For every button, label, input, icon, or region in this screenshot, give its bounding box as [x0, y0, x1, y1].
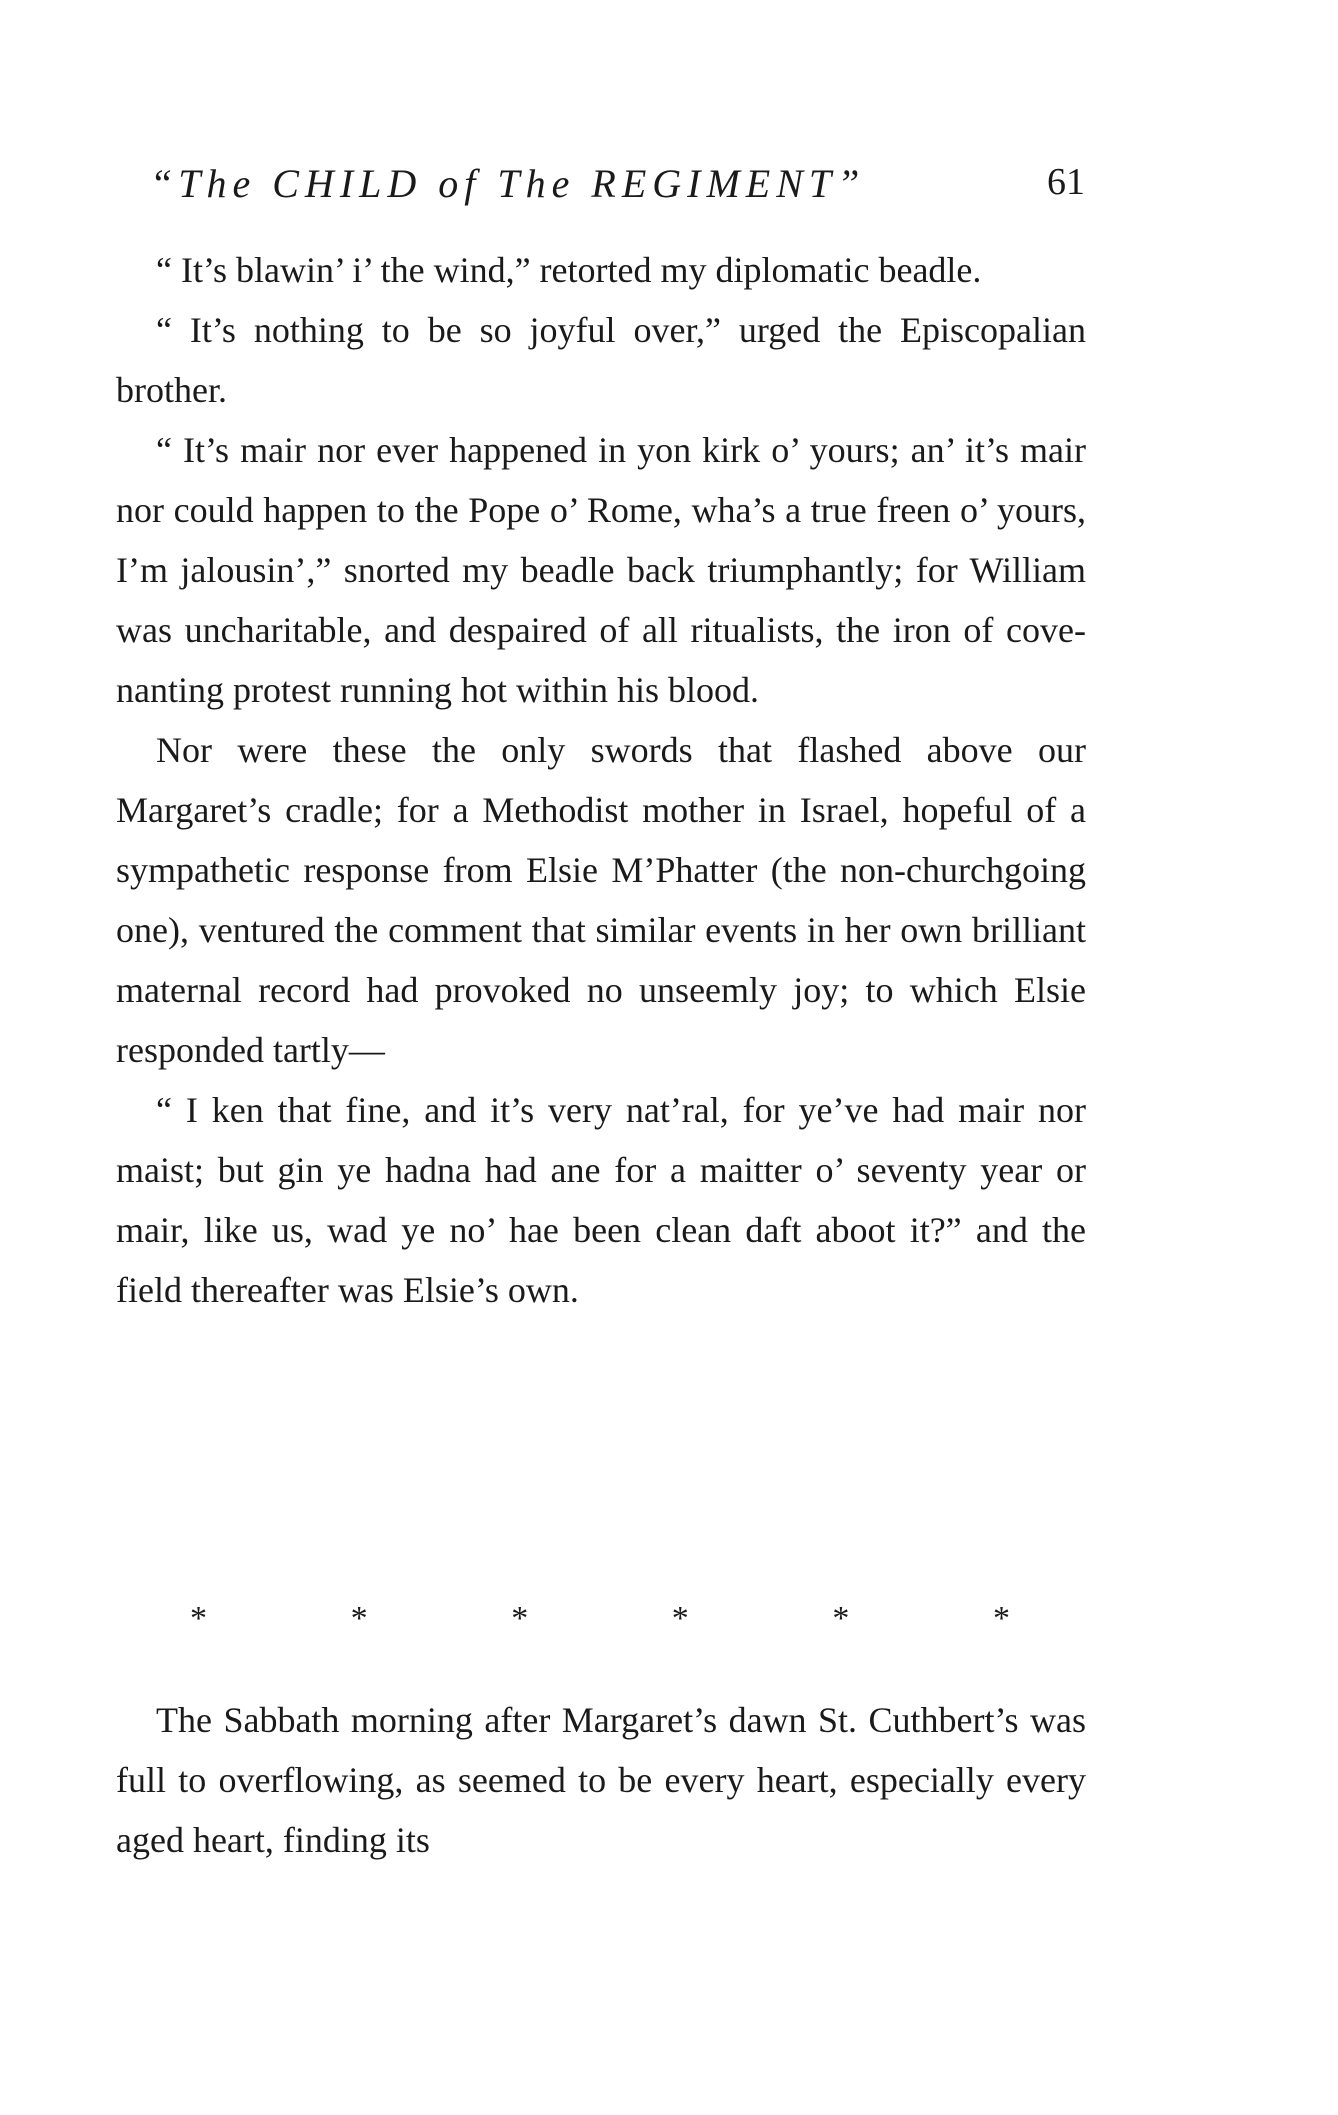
paragraph: “ It’s nothing to be so joyful over,” urged the Episcopalian brother.	[116, 310, 1086, 410]
paragraph: “ It’s blawin’ i’ the wind,” retorted my diplomatic beadle.	[156, 250, 982, 290]
paragraph: “ It’s mair nor ever happened in yon kirk o’ yours; an’ it’s mair nor could happen to the Pope o’ Rome, wha’s a true freen o’ yours, I’m jalousin’,” snorted my beadle back triumphantly; for William was uncharitable, and despaired of all ritualists, the iron of covenanting protest running hot within his blood.	[116, 430, 1086, 710]
body-text	[116, 240, 1086, 1320]
section-break	[190, 1600, 1010, 1660]
asterisk: *	[671, 1600, 689, 1637]
body-text-continued	[116, 1690, 1086, 1870]
asterisk: *	[832, 1600, 850, 1637]
asterisk: *	[190, 1600, 207, 1637]
paragraph: “ I ken that fine, and it’s very nat’ral, for ye’ve had mair nor maist; but gin ye hadna had ane for a maitter o’ seventy year or mair, like us, wad ye no’ hae been clean daft aboot it?” and the field thereafter was Elsie’s own.	[116, 1090, 1086, 1310]
paragraph: Nor were these the only swords that flashed above our Margaret’s cradle; for a Methodist mother in Israel, hopeful of a sympathetic response from Elsie M’Phatter (the non-churchgoing one), ventured the comment that similar events in her own brilliant maternal record had provoked no unseemly joy; to which Elsie responded tartly—	[116, 730, 1086, 1070]
asterisk: *	[350, 1600, 368, 1637]
asterisk: *	[511, 1600, 529, 1637]
running-head	[150, 160, 1085, 220]
page-number: 61	[1047, 161, 1085, 203]
asterisk: *	[992, 1600, 1010, 1637]
paragraph: The Sabbath morning after Margaret’s dawn St. Cuthbert’s was full to overflowing, as seemed to be every heart, especially every aged heart, finding its	[116, 1700, 1086, 1860]
running-title: “The CHILD of The REGIMENT”	[150, 161, 866, 206]
